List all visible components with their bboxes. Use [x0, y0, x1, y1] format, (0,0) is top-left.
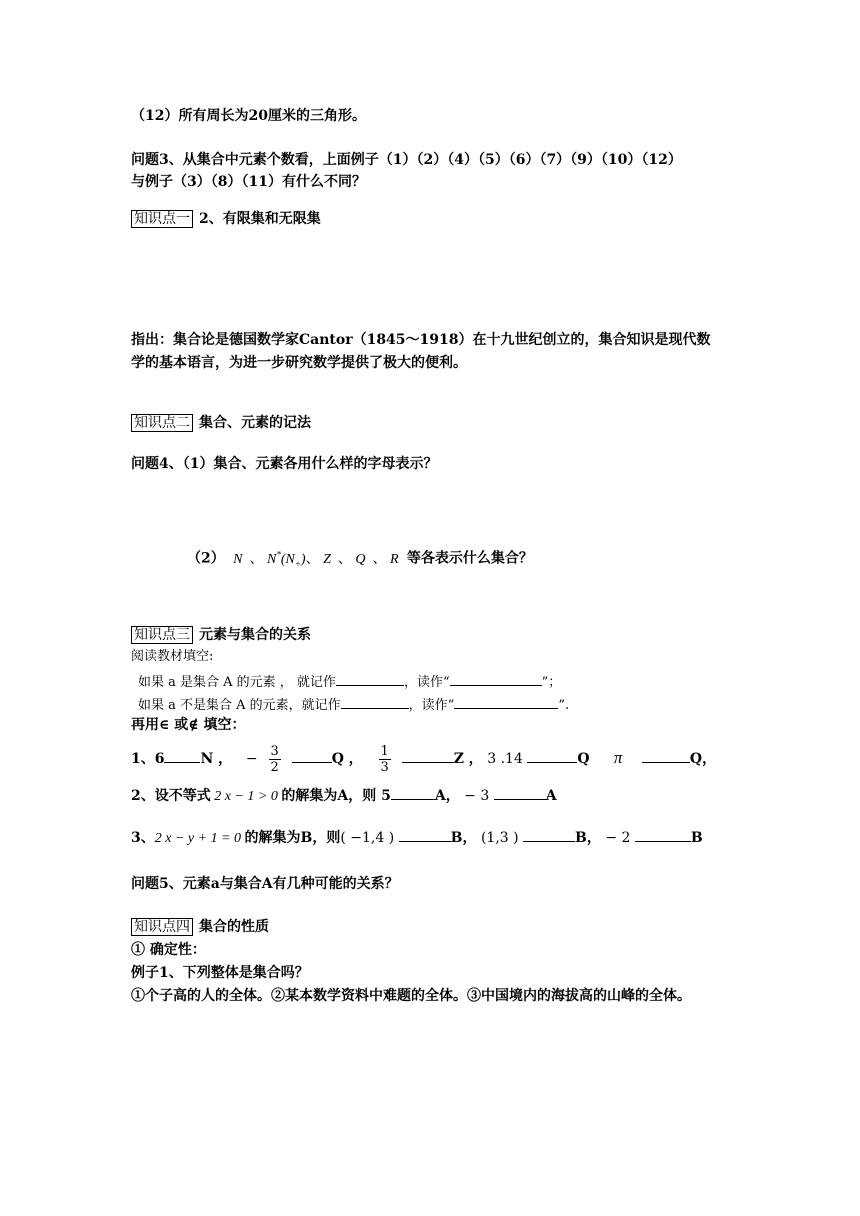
if-element-line: [138, 671, 561, 692]
answer-blank[interactable]: [635, 827, 691, 842]
answer-blank[interactable]: [450, 671, 542, 686]
exercise-3-prefix: 3、: [131, 830, 155, 846]
exercise-1-prefix: 1、6: [131, 751, 165, 767]
knowledge-title-1: 2、有限集和无限集: [199, 211, 321, 227]
knowledge-box-3: 知识点三: [131, 626, 193, 644]
knowledge-point-3: [131, 626, 311, 644]
close-quote-text: ”；: [541, 675, 562, 690]
line-12: （12）所有周长为20厘米的三角形。: [131, 108, 366, 124]
exercise-2: 2、设不等式 2 x − 1 > 0 的解集为A，则 5 A， − 3 A: [131, 785, 557, 806]
question-3-line2: 与例子（3）（8）（11）有什么不同？: [131, 174, 366, 190]
answer-blank[interactable]: [523, 827, 575, 842]
exercise-3-mid: 的解集为B，则: [244, 830, 341, 846]
exercise-1: 1、6 N ， − $\frac{3}{2}$ Q ， $\frac{1}{3}$ Z ， 3 .14 Q π Q，: [131, 743, 717, 775]
question-5: 问题5、元素a与集合A有几种可能的关系？: [131, 876, 399, 892]
read-as-text: ，读作“: [408, 698, 455, 713]
property-definiteness: ① 确定性：: [131, 942, 206, 958]
read-as-text: ，读作“: [403, 675, 450, 690]
answer-blank[interactable]: [454, 694, 558, 709]
knowledge-box-4: 知识点四: [131, 918, 193, 936]
if-in-text: 如果 a 是集合 A 的元素 ， 就记作: [138, 675, 336, 690]
knowledge-box-1: 知识点一: [131, 210, 193, 228]
answer-blank[interactable]: [341, 694, 409, 709]
answer-blank[interactable]: [527, 748, 577, 763]
fraction-1-3: $\frac{1}{3}$: [380, 743, 389, 775]
knowledge-box-2: 知识点二: [131, 414, 193, 432]
question-4: 问题4、（1）集合、元素各用什么样的字母表示？: [131, 456, 438, 472]
close-quote-text: ”.: [558, 698, 570, 713]
read-prompt: 阅读教材填空:: [131, 649, 214, 664]
answer-blank[interactable]: [391, 785, 435, 800]
example-1-items: ①个子高的人的全体。②某本数学资料中难题的全体。③中国境内的海拔高的山峰的全体。: [131, 988, 691, 1004]
answer-blank[interactable]: [399, 827, 451, 842]
example-1: 例子1、下列整体是集合吗？: [131, 965, 309, 981]
exercise-3: 3、2 x − y + 1 = 0 的解集为B，则( −1,4 ) B， (1,3 ) B， − 2 B: [131, 827, 703, 848]
knowledge-point-2: [131, 414, 311, 432]
answer-blank[interactable]: [292, 748, 332, 763]
exercise-2-prefix: 2、设不等式: [131, 788, 211, 804]
if-notin-text: 如果 a 不是集合 A 的元素，就记作: [138, 698, 341, 713]
question-3-line1: 问题3、从集合中元素个数看，上面例子（1）（2）（4）（5）（6）（7）（9）（10）（12）: [131, 152, 682, 168]
fill-instruction: 再用∈ 或∉ 填空：: [131, 717, 246, 733]
set-symbols: N 、 $N^*(N_+)$、 Z 、 Q 、 R: [229, 549, 403, 569]
fraction-3-2: $\frac{3}{2}$: [270, 743, 279, 775]
q4-part2-suffix: 等各表示什么集合？: [406, 550, 533, 567]
exercise-2-mid: 的解集为A，则 5: [281, 788, 391, 804]
q4-part2-prefix: （2）: [187, 550, 225, 567]
knowledge-point-1: [131, 210, 321, 228]
answer-blank[interactable]: [164, 748, 200, 763]
answer-blank[interactable]: [402, 748, 454, 763]
answer-blank[interactable]: [336, 671, 404, 686]
answer-blank[interactable]: [642, 748, 690, 763]
answer-blank[interactable]: [494, 785, 546, 800]
knowledge-title-4: 集合的性质: [199, 919, 269, 935]
knowledge-title-2: 集合、元素的记法: [199, 415, 311, 431]
question-4-part2: [187, 545, 533, 572]
knowledge-point-4: [131, 918, 269, 936]
note-line1: 指出：集合论是德国数学家Cantor（1845～1918）在十九世纪创立的，集合知识是现代数: [131, 332, 711, 348]
if-not-element-line: [138, 694, 569, 715]
knowledge-title-3: 元素与集合的关系: [199, 627, 311, 643]
note-line2: 学的基本语言，为进一步研究数学提供了极大的便利。: [131, 355, 467, 371]
